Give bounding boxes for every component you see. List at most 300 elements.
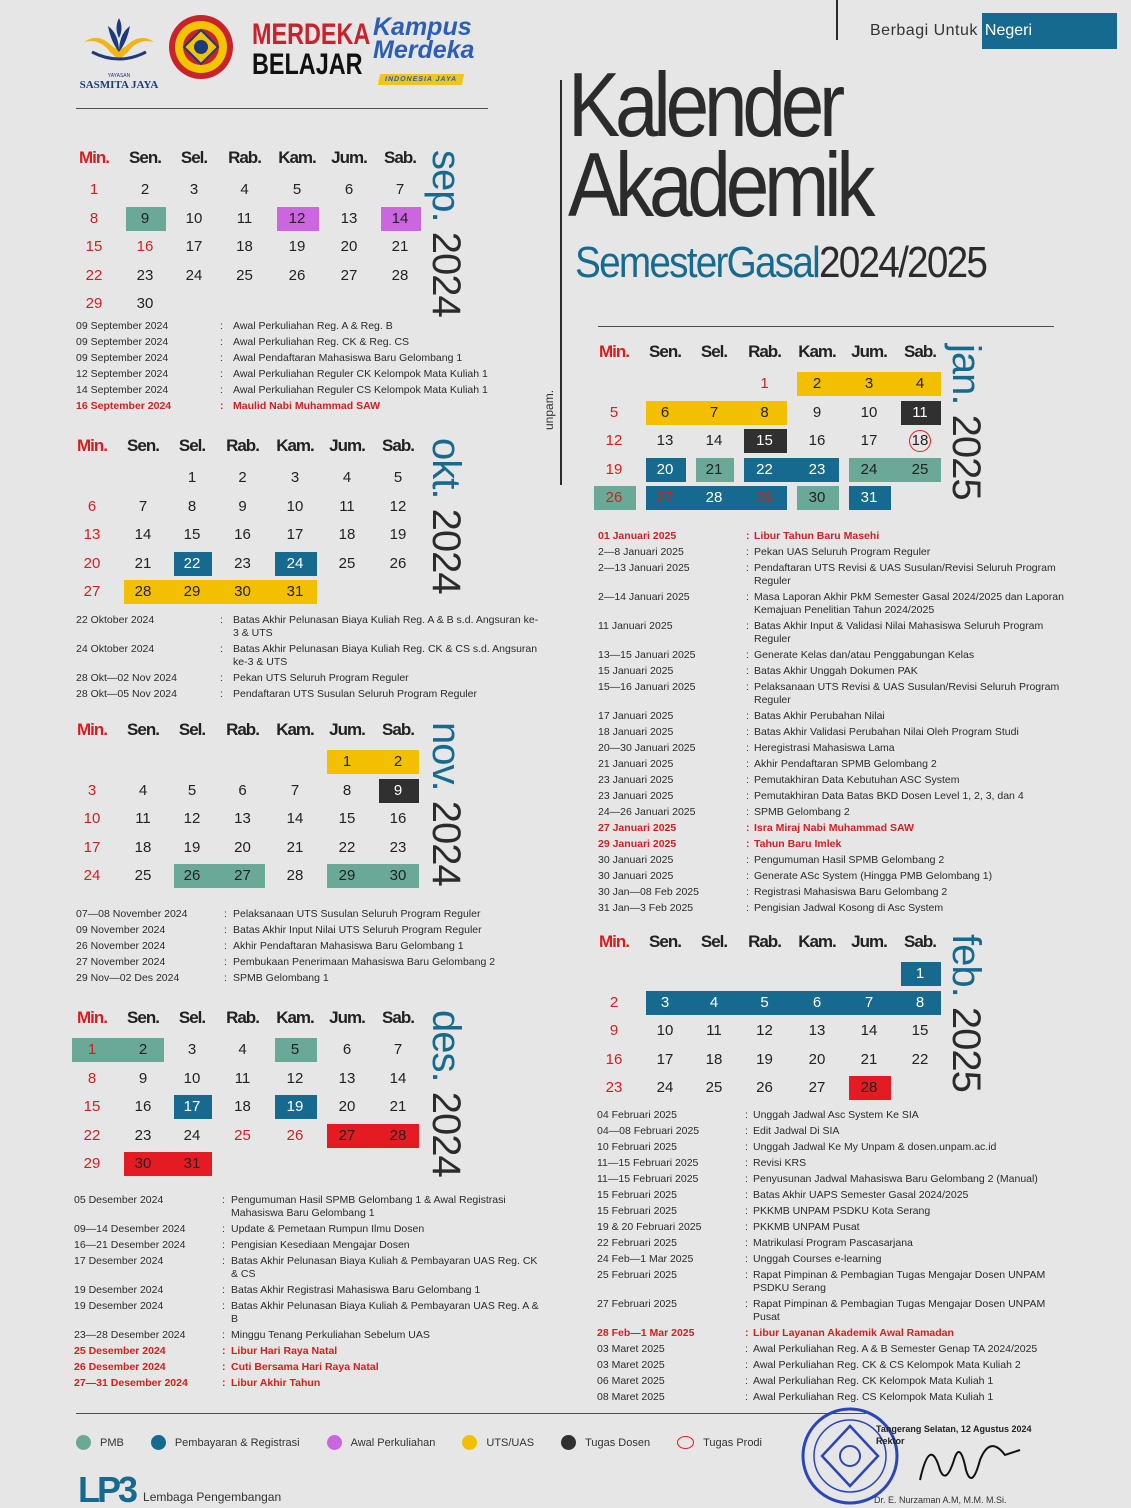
event-desc: Pemutakhiran Data Kebutuhan ASC System <box>754 774 960 786</box>
day-cell: 12 <box>183 810 201 827</box>
day-cell: 15 <box>85 238 103 255</box>
event-colon: : <box>746 758 749 770</box>
day-cell: 7 <box>864 993 874 1011</box>
day-cell: 31 <box>860 489 878 506</box>
day-cell: 9 <box>393 781 403 799</box>
lp3-mark: LP3 <box>78 1469 136 1508</box>
sasmita-caption: SASMITA JAYA <box>79 79 159 91</box>
event-desc: Awal Perkuliahan Reguler CK Kelompok Mata Kuliah 1 <box>233 368 488 380</box>
weekday-header: Sab. <box>904 932 936 951</box>
weekday-header: Sel. <box>178 1008 206 1027</box>
event-colon: : <box>745 1189 748 1201</box>
day-cell: 18 <box>705 1050 723 1068</box>
legend-label: Pembayaran & Registrasi <box>174 1436 300 1449</box>
event-desc: Batas Akhir UAPS Semester Gasal 2024/2025 <box>753 1189 969 1201</box>
day-cell: 31 <box>183 1155 201 1172</box>
event-desc: Rapat Pimpinan & Pembagian Tugas Mengajar Dosen UNPAM Pusat <box>753 1298 1046 1323</box>
day-cell: 20 <box>83 554 101 572</box>
day-cell: 4 <box>240 181 249 198</box>
day-cell: 6 <box>812 993 822 1011</box>
event-desc: Matrikulasi Program Pascasarjana <box>753 1237 913 1249</box>
day-cell: 23 <box>136 266 154 284</box>
day-cell: 14 <box>860 1022 878 1039</box>
event-colon: : <box>224 924 227 936</box>
day-cell: 23 <box>134 1126 152 1144</box>
event-desc: Awal Perkuliahan Reg. A & Reg. B <box>233 320 393 332</box>
day-cell: 9 <box>140 209 150 227</box>
legend-label: PMB <box>100 1436 124 1449</box>
day-cell: 22 <box>183 554 201 572</box>
day-cell: 11 <box>236 209 253 227</box>
event-desc: Awal Pendaftaran Mahasiswa Baru Gelombang 1 <box>233 352 463 364</box>
day-cell: 29 <box>338 867 356 884</box>
event-desc: Awal Perkuliahan Reg. CS Kelompok Mata Kuliah 1 <box>753 1391 994 1403</box>
day-cell: 20 <box>234 838 251 856</box>
event-colon: : <box>746 854 749 866</box>
event-desc: Pengisian Jadwal Kosong di Asc System <box>754 902 944 914</box>
day-cell: 7 <box>290 781 300 799</box>
weekday-header: Jum. <box>851 342 887 361</box>
day-cell: 21 <box>860 1050 878 1068</box>
day-cell: 14 <box>391 209 409 227</box>
day-cell: 1 <box>89 181 99 198</box>
day-cell: 10 <box>185 209 203 227</box>
event-desc: Pekan UTS Seluruh Program Reguler <box>233 672 409 684</box>
day-cell: 1 <box>915 965 925 982</box>
day-cell: 5 <box>609 403 619 421</box>
day-cell: 14 <box>705 432 723 449</box>
day-cell: 18 <box>911 432 929 449</box>
event-desc: Akhir Pendaftaran SPMB Gelombang 2 <box>754 758 937 770</box>
day-cell: 26 <box>288 266 306 284</box>
event-colon: : <box>220 368 223 380</box>
day-cell: 2 <box>609 993 619 1011</box>
merdeka-text-km: Merdeka <box>373 36 475 64</box>
day-cell: 2 <box>812 375 822 392</box>
event-desc: Pembukaan Penerimaan Mahasiswa Baru Gelombang 2 <box>233 956 496 968</box>
day-cell: 16 <box>136 238 154 255</box>
month-year: 2024 <box>424 231 468 317</box>
title-line1: Kalender <box>568 55 841 156</box>
event-colon: : <box>222 1223 225 1235</box>
event-desc: Libur Akhir Tahun <box>231 1377 321 1389</box>
day-cell: 11 <box>912 403 928 421</box>
weekday-header: Jum. <box>329 1008 365 1027</box>
signature-place-date: Tangerang Selatan, 12 Agustus 2024 <box>876 1424 1032 1434</box>
event-colon: : <box>746 742 749 754</box>
day-cell: 19 <box>389 526 407 543</box>
day-cell: 29 <box>183 583 201 600</box>
day-cell: 5 <box>187 781 197 799</box>
day-cell: 15 <box>911 1022 929 1039</box>
day-cell: 17 <box>860 432 878 449</box>
day-cell: 8 <box>342 781 352 799</box>
event-desc: SPMB Gelombang 2 <box>754 806 850 818</box>
day-cell: 8 <box>87 1069 97 1087</box>
month-name: des. <box>424 1010 468 1092</box>
event-colon: : <box>745 1221 748 1233</box>
day-cell: 29 <box>83 1155 101 1172</box>
day-cell: 12 <box>288 209 306 227</box>
event-desc: Pemutakhiran Data Batas BKD Dosen Level 1, 2, 3, dan 4 <box>754 790 1024 802</box>
event-colon: : <box>745 1125 748 1137</box>
event-colon: : <box>745 1205 748 1217</box>
day-cell: 2 <box>238 469 247 486</box>
day-cell: 25 <box>705 1079 723 1096</box>
event-colon: : <box>222 1239 225 1251</box>
event-desc: Heregistrasi Mahasiswa Lama <box>754 742 895 754</box>
event-colon: : <box>746 838 750 850</box>
subtitle-year: 2024/2025 <box>818 238 987 287</box>
event-colon: : <box>746 774 749 786</box>
event-desc: Maulid Nabi Muhammad SAW <box>233 400 381 412</box>
event-desc: Edit Jadwal Di SIA <box>753 1125 840 1137</box>
day-cell: 25 <box>236 266 253 284</box>
legend-swatch-icon <box>561 1435 576 1450</box>
day-cell: 26 <box>183 867 201 884</box>
day-cell: 25 <box>234 1126 251 1144</box>
event-colon: : <box>745 1298 748 1310</box>
day-cell: 23 <box>605 1079 623 1096</box>
day-cell: 22 <box>911 1050 929 1068</box>
day-cell: 27 <box>338 1126 356 1144</box>
day-cell: 25 <box>338 554 356 572</box>
weekday-header: Sel. <box>178 720 206 739</box>
weekday-header: Min. <box>79 148 109 167</box>
event-colon: : <box>745 1327 749 1339</box>
day-cell: 9 <box>238 497 247 515</box>
event-desc: Libur Layanan Akademik Awal Ramadan <box>753 1327 954 1339</box>
day-cell: 8 <box>915 993 925 1011</box>
day-cell: 4 <box>915 375 925 392</box>
event-desc: Unggah Jadwal Asc System Ke SIA <box>753 1109 919 1121</box>
day-cell: 5 <box>760 993 769 1011</box>
event-desc: Pelaksanaan UTS Susulan Seluruh Program Reguler <box>233 908 481 920</box>
event-colon: : <box>220 672 223 684</box>
month-year: 2024 <box>424 1091 468 1177</box>
weekday-header: Rab. <box>226 1008 259 1027</box>
day-cell: 20 <box>656 460 674 478</box>
month-label-nov <box>423 722 468 886</box>
event-colon: : <box>745 1237 748 1249</box>
day-cell: 21 <box>389 1098 407 1115</box>
event-desc: PKKMB UNPAM PSDKU Kota Serang <box>753 1205 931 1217</box>
weekday-header: Min. <box>77 436 107 455</box>
day-cell: 10 <box>183 1069 201 1087</box>
day-cell: 26 <box>389 554 407 572</box>
day-cell: 23 <box>808 460 826 478</box>
day-cell: 16 <box>134 1098 152 1115</box>
legend-swatch-icon <box>151 1435 166 1450</box>
day-cell: 28 <box>389 1126 407 1144</box>
weekday-header: Rab. <box>226 436 259 455</box>
legend <box>76 1435 789 1450</box>
day-cell: 18 <box>338 526 356 543</box>
day-cell: 28 <box>391 266 409 284</box>
day-cell: 4 <box>238 1041 247 1058</box>
day-cell: 21 <box>705 460 723 478</box>
day-cell: 10 <box>83 810 101 827</box>
day-cell: 30 <box>134 1155 152 1172</box>
day-cell: 20 <box>340 238 358 255</box>
divider-bottom <box>76 1413 866 1414</box>
month-year: 2024 <box>424 508 468 594</box>
event-colon: : <box>220 384 223 396</box>
day-cell: 31 <box>286 583 304 600</box>
event-desc: Batas Akhir Input Nilai UTS Seluruh Program Reguler <box>233 924 482 936</box>
event-desc: Pengumuman Hasil SPMB Gelombang 2 <box>754 854 945 866</box>
event-desc: Libur Hari Raya Natal <box>231 1345 338 1357</box>
weekday-header: Jum. <box>329 436 365 455</box>
event-desc: Batas Akhir Unggah Dokumen PAK <box>754 665 918 677</box>
day-cell: 5 <box>292 181 302 198</box>
month-year: 2024 <box>424 800 468 886</box>
event-desc: Awal Perkuliahan Reg. CK & CS Kelompok Mata Kuliah 2 <box>753 1359 1021 1371</box>
kampus-text: Kampus <box>373 13 472 41</box>
day-cell: 29 <box>85 295 103 312</box>
day-cell: 3 <box>189 181 199 198</box>
day-cell: 3 <box>290 469 300 486</box>
day-cell: 11 <box>135 810 151 827</box>
day-cell: 28 <box>134 583 152 600</box>
day-cell: 27 <box>234 867 251 884</box>
day-cell: 12 <box>286 1069 304 1087</box>
weekday-header: Jum. <box>329 720 365 739</box>
day-cell: 13 <box>340 209 358 227</box>
day-cell: 4 <box>138 781 148 799</box>
page-title <box>568 55 871 236</box>
event-colon: : <box>745 1375 748 1387</box>
legend-label: UTS/UAS <box>486 1436 535 1449</box>
event-desc: Libur Tahun Baru Masehi <box>754 530 880 542</box>
day-cell: 9 <box>812 403 822 421</box>
weekday-header: Sel. <box>180 148 208 167</box>
legend-item <box>151 1435 300 1450</box>
day-cell: 7 <box>138 497 148 515</box>
month-name: okt. <box>424 438 468 509</box>
event-colon: : <box>220 688 223 700</box>
day-cell: 17 <box>83 838 101 856</box>
event-colon: : <box>222 1377 226 1389</box>
day-cell: 3 <box>864 375 874 392</box>
event-desc: Pelaksanaan UTS Revisi & UAS Susulan/Revisi Seluruh Program Reguler <box>754 681 1060 706</box>
weekday-header: Sen. <box>127 436 159 455</box>
legend-item <box>561 1435 650 1450</box>
event-colon: : <box>746 870 749 882</box>
weekday-header: Min. <box>77 720 107 739</box>
day-cell: 17 <box>183 1098 201 1115</box>
day-cell: 13 <box>338 1069 356 1087</box>
divider-vertical-top <box>836 0 838 40</box>
signature-name: Dr. E. Nurzaman A.M, M.M. M.Si. <box>874 1495 1007 1505</box>
event-desc: PKKMB UNPAM Pusat <box>753 1221 860 1233</box>
day-cell: 19 <box>286 1098 304 1115</box>
day-cell: 11 <box>706 1022 722 1039</box>
event-colon: : <box>746 726 749 738</box>
event-colon: : <box>745 1391 748 1403</box>
weekday-header: Rab. <box>228 148 261 167</box>
month-name: jan. <box>944 344 988 415</box>
day-cell: 1 <box>342 753 352 770</box>
weekday-header: Sab. <box>382 436 414 455</box>
legend-label: Awal Perkuliahan <box>350 1436 436 1449</box>
day-cell: 13 <box>656 432 674 449</box>
weekday-header: Min. <box>77 1008 107 1027</box>
month-label-sep <box>423 150 468 317</box>
sasmita-small-caption: YAYASAN <box>107 73 131 79</box>
event-colon: : <box>222 1194 225 1206</box>
event-colon: : <box>745 1141 748 1153</box>
weekday-header: Kam. <box>276 436 314 455</box>
weekday-header: Sab. <box>904 342 936 361</box>
day-cell: 15 <box>338 810 356 827</box>
day-cell: 17 <box>286 526 304 543</box>
event-desc: Batas Akhir Perubahan Nilai <box>754 710 885 722</box>
day-cell: 6 <box>344 181 354 198</box>
event-colon: : <box>220 400 224 412</box>
day-cell: 27 <box>83 583 101 600</box>
legend-swatch-icon <box>677 1436 694 1449</box>
tagline-part1: Berbagi Untuk <box>870 22 978 39</box>
weekday-header: Min. <box>599 932 629 951</box>
day-cell: 18 <box>234 1098 251 1115</box>
event-desc: Minggu Tenang Perkuliahan Sebelum UAS <box>231 1329 430 1341</box>
day-cell: 3 <box>187 1041 197 1058</box>
event-colon: : <box>746 620 749 632</box>
page-subtitle <box>575 238 986 288</box>
divider-right <box>598 326 1054 327</box>
day-cell: 24 <box>185 266 203 284</box>
event-desc: Generate Kelas dan/atau Penggabungan Kelas <box>754 649 975 661</box>
weekday-header: Sen. <box>129 148 161 167</box>
day-cell: 10 <box>656 1022 674 1039</box>
sasmita-jaya-logo <box>78 12 160 90</box>
weekday-header: Sab. <box>382 720 414 739</box>
event-colon: : <box>746 681 749 693</box>
event-colon: : <box>220 352 223 364</box>
event-colon: : <box>224 908 227 920</box>
event-desc: Pengisian Kesediaan Mengajar Dosen <box>231 1239 410 1251</box>
event-desc: Batas Akhir Input & Validasi Nilai Mahasiswa Seluruh Program Reguler <box>754 620 1044 645</box>
day-cell: 24 <box>860 460 878 478</box>
day-cell: 25 <box>911 460 929 478</box>
event-desc: Generate ASc System (Hingga PMB Gelombang 1) <box>754 870 993 882</box>
day-cell: 5 <box>393 469 403 486</box>
event-colon: : <box>746 546 749 558</box>
day-cell: 15 <box>756 432 773 449</box>
event-desc: Revisi KRS <box>753 1157 807 1169</box>
day-cell: 21 <box>286 838 304 856</box>
weekday-header: Kam. <box>798 342 836 361</box>
day-cell: 7 <box>709 403 719 421</box>
event-desc: Registrasi Mahasiswa Baru Gelombang 2 <box>754 886 948 898</box>
tugas-prodi-ring <box>909 430 931 452</box>
month-year: 2025 <box>944 1006 988 1092</box>
event-colon: : <box>746 710 749 722</box>
weekday-header: Min. <box>599 342 629 361</box>
day-cell: 15 <box>183 526 201 543</box>
event-desc: Tahun Baru Imlek <box>754 838 842 850</box>
legend-swatch-icon <box>327 1435 342 1450</box>
day-cell: 30 <box>136 295 154 312</box>
day-cell: 19 <box>183 838 201 856</box>
belajar-text: BELAJAR <box>252 48 363 81</box>
day-cell: 16 <box>389 810 407 827</box>
day-cell: 6 <box>238 781 247 799</box>
day-cell: 24 <box>83 867 101 884</box>
day-cell: 14 <box>286 810 304 827</box>
day-cell: 22 <box>85 266 103 284</box>
event-desc: Rapat Pimpinan & Pembagian Tugas Mengajar Dosen UNPAM PSDKU Serang <box>753 1269 1046 1294</box>
day-cell: 6 <box>342 1041 352 1058</box>
event-colon: : <box>222 1300 225 1312</box>
day-cell: 16 <box>808 432 826 449</box>
day-cell: 2 <box>393 753 403 770</box>
day-cell: 21 <box>391 238 409 255</box>
day-cell: 13 <box>808 1022 826 1039</box>
day-cell: 7 <box>395 181 405 198</box>
weekday-header: Sen. <box>127 1008 159 1027</box>
event-desc: Awal Perkuliahan Reg. CK Kelompok Mata Kuliah 1 <box>753 1375 994 1387</box>
day-cell: 8 <box>89 209 99 227</box>
indonesia-jaya-tag: INDONESIA JAYA <box>378 74 464 85</box>
day-cell: 19 <box>605 460 623 478</box>
day-cell: 22 <box>83 1126 101 1144</box>
day-cell: 3 <box>87 781 97 799</box>
legend-item <box>462 1435 534 1450</box>
weekday-header: Sel. <box>178 436 206 455</box>
day-cell: 19 <box>288 238 306 255</box>
day-cell: 9 <box>609 1022 619 1039</box>
event-desc: Isra Miraj Nabi Muhammad SAW <box>754 822 914 834</box>
event-colon: : <box>746 790 749 802</box>
weekday-header: Sen. <box>649 342 681 361</box>
weekday-header: Kam. <box>798 932 836 951</box>
event-colon: : <box>745 1109 748 1121</box>
day-cell: 27 <box>656 489 674 506</box>
day-cell: 30 <box>389 867 407 884</box>
event-desc: Unggah Jadwal Ke My Unpam & dosen.unpam.ac.id <box>753 1141 997 1153</box>
signature-icon <box>910 1430 1030 1490</box>
day-cell: 30 <box>808 489 826 506</box>
event-colon: : <box>220 614 223 626</box>
event-desc: Update & Pemetaan Rumpun Ilmu Dosen <box>231 1223 425 1235</box>
event-colon: : <box>746 562 749 574</box>
day-cell: 17 <box>185 238 203 255</box>
weekday-header: Kam. <box>278 148 316 167</box>
day-cell: 1 <box>87 1041 97 1058</box>
logo-row <box>78 12 498 92</box>
day-cell: 24 <box>656 1079 674 1096</box>
day-cell: 28 <box>860 1079 878 1096</box>
day-cell: 8 <box>760 403 769 421</box>
event-colon: : <box>222 1345 226 1357</box>
day-cell: 9 <box>138 1069 148 1087</box>
divider-top-left <box>76 108 488 109</box>
weekday-header: Jum. <box>331 148 367 167</box>
weekday-header: Sab. <box>382 1008 414 1027</box>
legend-label: Tugas Prodi <box>703 1436 762 1449</box>
day-cell: 10 <box>286 497 304 515</box>
day-cell: 12 <box>756 1022 773 1039</box>
day-cell: 3 <box>660 993 670 1011</box>
month-name: feb. <box>944 934 988 1007</box>
event-colon: : <box>746 902 749 914</box>
day-cell: 26 <box>605 489 623 506</box>
month-name: sep. <box>424 150 468 232</box>
event-colon: : <box>745 1253 748 1265</box>
university-stamp-icon <box>800 1406 900 1506</box>
